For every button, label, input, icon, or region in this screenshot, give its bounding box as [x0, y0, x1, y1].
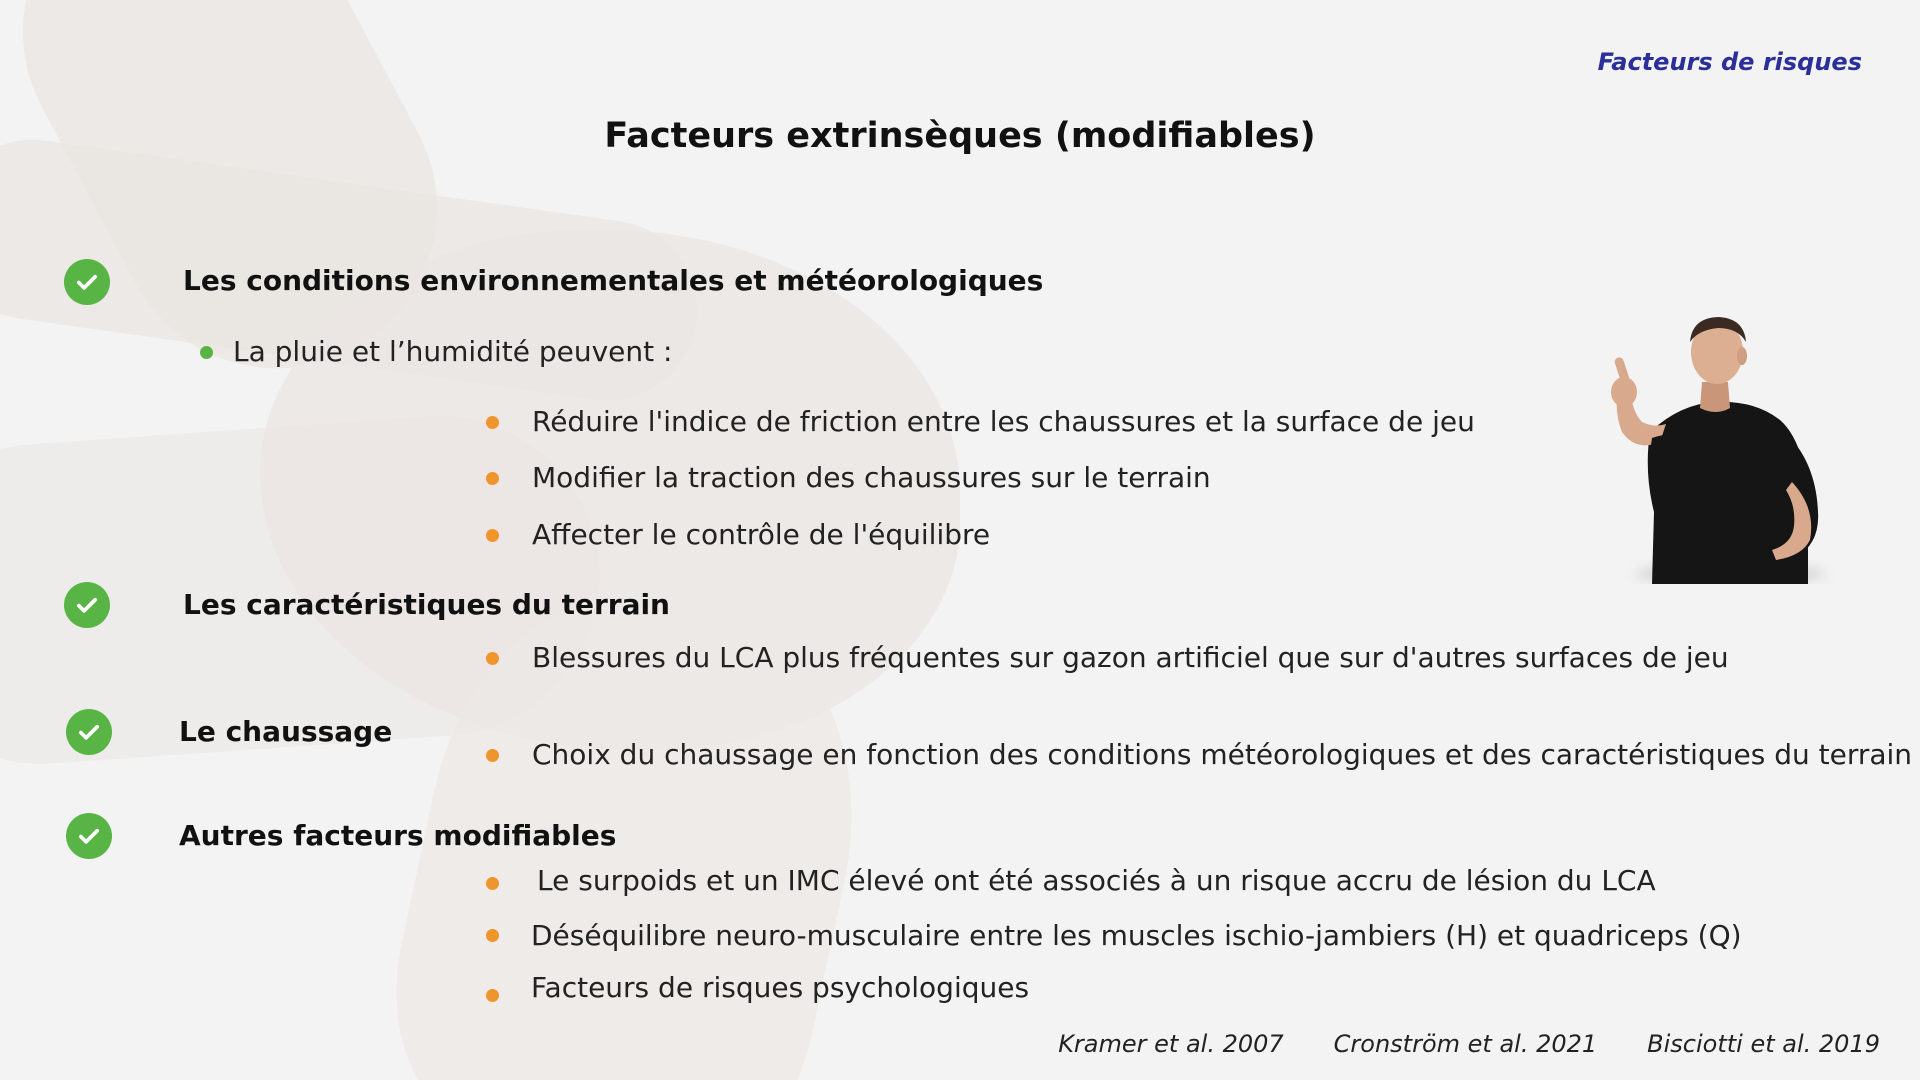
section-heading-terrain: Les caractéristiques du terrain	[183, 588, 670, 621]
section-heading-other: Autres facteurs modifiables	[179, 819, 617, 852]
list-item: Choix du chaussage en fonction des conditions météorologiques et des caractéristiques du terrain	[532, 738, 1913, 771]
bullet-dot	[486, 929, 499, 942]
list-item: Blessures du LCA plus fréquentes sur gazon artificiel que sur d'autres surfaces de jeu	[532, 641, 1729, 674]
reference-item: Bisciotti et al. 2019	[1647, 1030, 1880, 1058]
list-item: Le surpoids et un IMC élevé ont été associés à un risque accru de lésion du LCA	[537, 864, 1656, 897]
bullet-dot	[486, 877, 499, 890]
section-heading-environment: Les conditions environnementales et météorologiques	[183, 264, 1044, 297]
bullet-dot	[486, 749, 499, 762]
bullet-dot	[486, 529, 499, 542]
list-item: Déséquilibre neuro-musculaire entre les muscles ischio-jambiers (H) et quadriceps (Q)	[531, 919, 1742, 952]
bullet-dot	[486, 416, 499, 429]
section-heading-footwear: Le chaussage	[179, 715, 393, 748]
check-circle-icon	[64, 259, 110, 305]
check-circle-icon	[66, 709, 112, 755]
bullet-dot	[486, 989, 499, 1002]
bullet-dot	[200, 346, 213, 359]
list-item: Affecter le contrôle de l'équilibre	[532, 518, 991, 551]
check-circle-icon	[66, 813, 112, 859]
presenter-pointing-icon	[1580, 312, 1840, 584]
check-circle-icon	[64, 582, 110, 628]
page-title: Facteurs extrinsèques (modifiables)	[604, 116, 1316, 156]
bullet-dot	[486, 472, 499, 485]
section-label: Facteurs de risques	[1597, 48, 1862, 76]
references	[1058, 1030, 1880, 1058]
bullet-dot	[486, 652, 499, 665]
reference-item: Kramer et al. 2007	[1058, 1030, 1284, 1058]
sub-bullet-rain: La pluie et l’humidité peuvent :	[233, 335, 673, 368]
list-item: Modifier la traction des chaussures sur le terrain	[532, 461, 1211, 494]
reference-item: Cronström et al. 2021	[1333, 1030, 1598, 1058]
list-item: Facteurs de risques psychologiques	[531, 971, 1030, 1004]
list-item: Réduire l'indice de friction entre les chaussures et la surface de jeu	[532, 405, 1475, 438]
